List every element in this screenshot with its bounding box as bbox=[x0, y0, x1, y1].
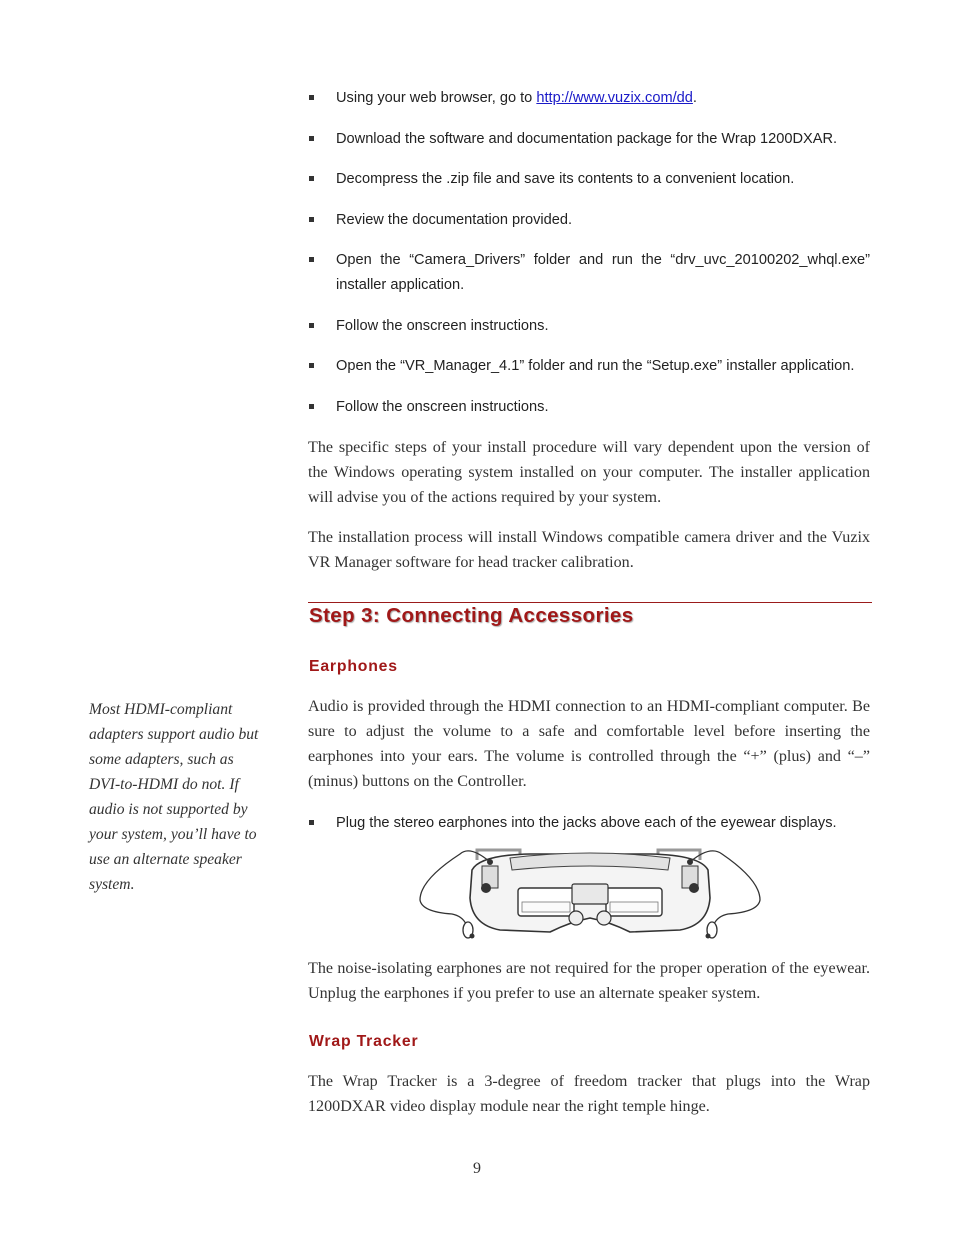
list-item bbox=[308, 248, 870, 298]
earphone-plug-bullet bbox=[308, 811, 870, 836]
bullet-square-icon bbox=[309, 176, 314, 181]
noise-isolating-paragraph: The noise-isolating earphones are not required for the proper operation of the eyewear. Unplug the earphones if you prefer to use an alternate speaker system. bbox=[308, 960, 870, 1002]
step-text: Download the software and documentation package for the Wrap 1200DXAR. bbox=[336, 130, 838, 147]
bullet-square-icon bbox=[309, 363, 314, 368]
page-number: 9 bbox=[473, 1160, 481, 1177]
step-text: Open the “VR_Manager_4.1” folder and run the “Setup.exe” installer application. bbox=[336, 358, 855, 374]
earphones-heading: Earphones bbox=[309, 658, 398, 675]
install-steps-list bbox=[308, 86, 870, 435]
list-item bbox=[308, 208, 870, 233]
step-text: Review the documentation provided. bbox=[336, 211, 573, 228]
step-text: Follow the onscreen instructions. bbox=[336, 398, 549, 415]
step-text: Open the “Camera_Drivers” folder and run the “drv_uvc_20100202_whql.exe” installer application. bbox=[336, 252, 870, 293]
wrap-tracker-heading: Wrap Tracker bbox=[309, 1033, 419, 1050]
bullet-square-icon bbox=[309, 136, 314, 141]
install-variation-paragraph: The specific steps of your install procedure will vary dependent upon the version of the Windows operating system installed on your computer. The installer application will advise you of the actions required by your system. bbox=[308, 439, 870, 506]
list-item bbox=[308, 167, 870, 192]
audio-paragraph: Audio is provided through the HDMI connection to an HDMI-compliant computer. Be sure to adjust the volume to a safe and comfortable level before inserting the earphones into your ears. The volume is controlled through the “+” (plus) and “–” (minus) buttons on the Controller. bbox=[308, 698, 870, 790]
bullet-square-icon bbox=[309, 95, 314, 100]
bullet-square-icon bbox=[309, 404, 314, 409]
step-text: Using your web browser, go to bbox=[336, 90, 537, 106]
step-text: Follow the onscreen instructions. bbox=[336, 317, 549, 334]
section-divider bbox=[308, 602, 872, 603]
list-item bbox=[308, 354, 870, 379]
bullet-square-icon bbox=[309, 820, 314, 825]
list-item bbox=[308, 395, 870, 420]
list-item: Using your web browser, go to http://www.vuzix.com/dd. bbox=[308, 86, 870, 111]
bullet-text: Plug the stereo earphones into the jacks above each of the eyewear displays. bbox=[336, 815, 837, 831]
wrap-tracker-paragraph: The Wrap Tracker is a 3-degree of freedom tracker that plugs into the Wrap 1200DXAR video display module near the right temple hinge. bbox=[308, 1073, 870, 1115]
install-process-paragraph: The installation process will install Windows compatible camera driver and the Vuzix VR Manager software for head tracker calibration. bbox=[308, 529, 870, 571]
step-text: Decompress the .zip file and save its contents to a convenient location. bbox=[336, 171, 795, 187]
list-item bbox=[308, 314, 870, 339]
eyewear-earphones-illustration bbox=[410, 840, 770, 944]
bullet-square-icon bbox=[309, 323, 314, 328]
section-title: Step 3: Connecting Accessories bbox=[309, 604, 634, 627]
audio-sidenote: Most HDMI-compliant adapters support audio but some adapters, such as DVI-to-HDMI do not. If audio is not supported by your system, you’ll have to use an alternate speaker system. bbox=[89, 701, 259, 893]
list-item bbox=[308, 127, 870, 152]
vuzix-download-link[interactable]: http://www.vuzix.com/dd bbox=[536, 90, 693, 106]
bullet-square-icon bbox=[309, 217, 314, 222]
bullet-square-icon bbox=[309, 257, 314, 262]
